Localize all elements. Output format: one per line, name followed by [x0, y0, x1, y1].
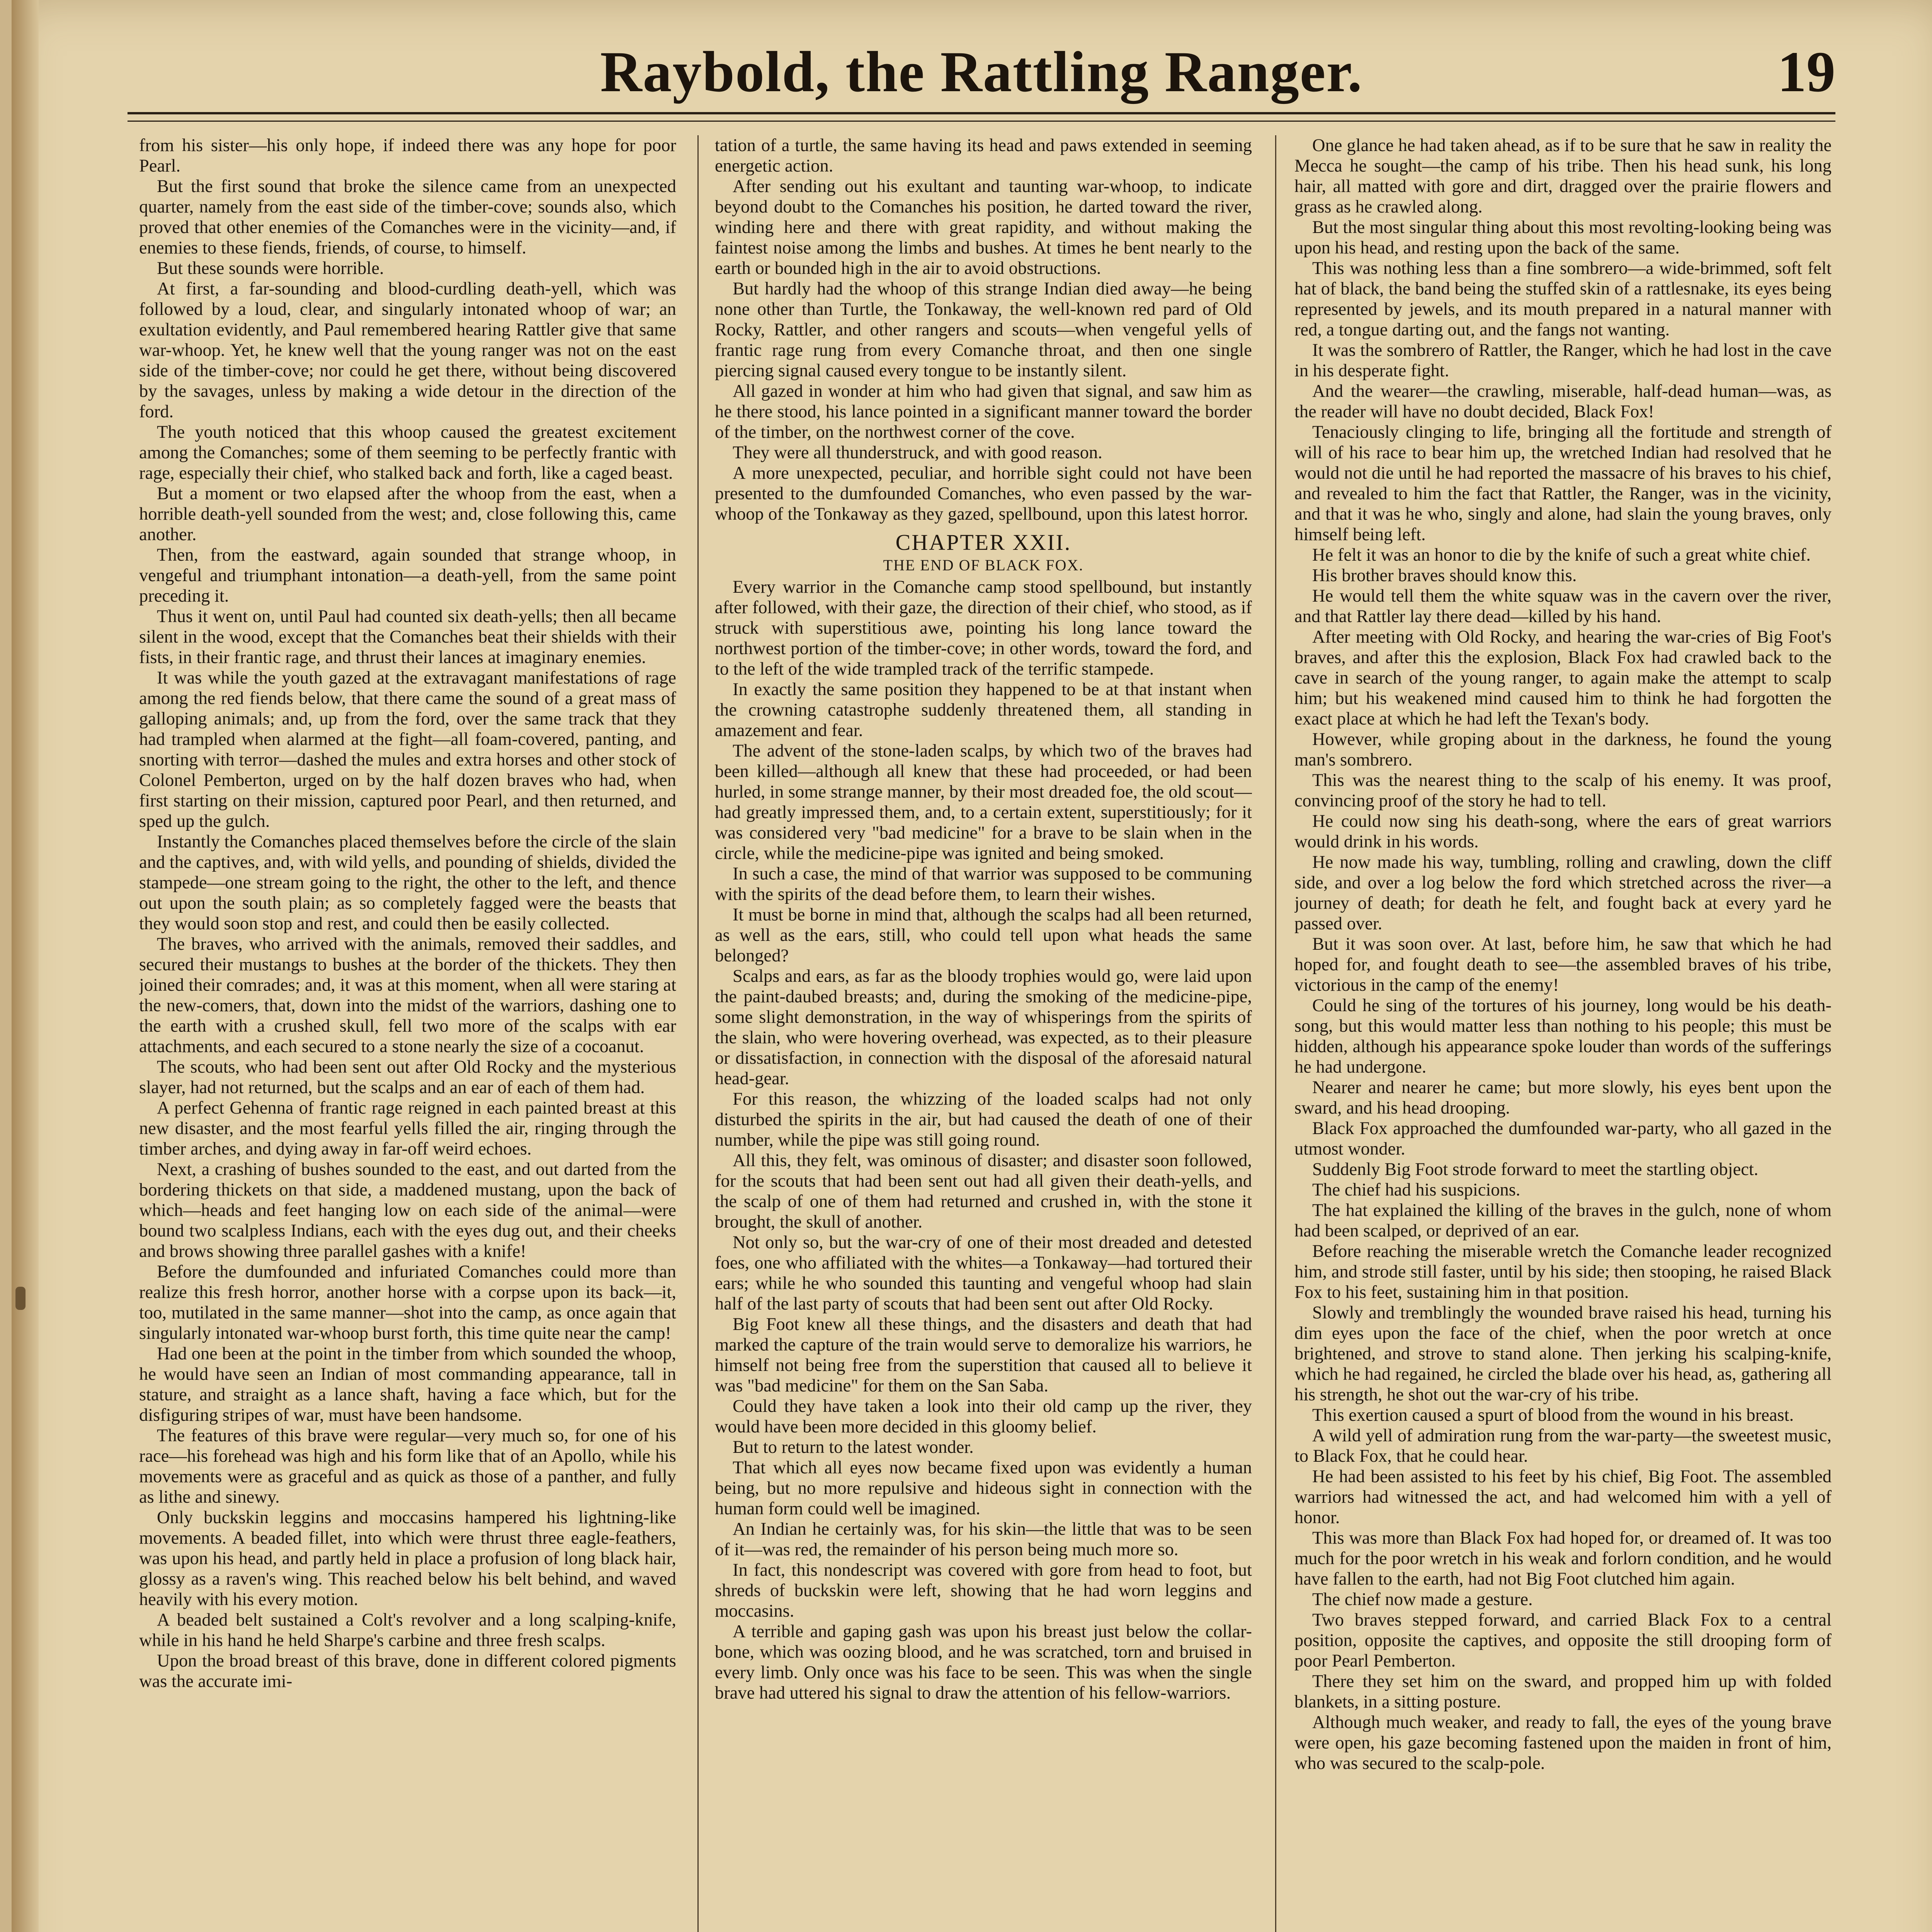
article-columns — [139, 135, 1832, 1932]
column-3 — [1294, 135, 1832, 1932]
paragraph: At first, a far-sounding and blood-curdling death-yell, which was followed by a loud, clear, and singularly intonated whoop of war; an exultation evidently, and Paul remembered hearing Rattler give that same war-whoop. Yet, he knew well that the young ranger was not on the east side of the timber-cove; nor could he get there, without being discovered by the savages, unless by making a wide detour in the direction of the ford. — [139, 279, 676, 422]
column-1 — [139, 135, 676, 1932]
binding-hole — [15, 1287, 26, 1310]
paragraph: Could he sing of the tortures of his journey, long would be his death-song, but this would matter less than nothing to his people; this must be hidden, although his appearance spoke louder than words of the sufferings he had undergone. — [1294, 996, 1832, 1077]
paragraph: The braves, who arrived with the animals, removed their saddles, and secured their mustangs to bushes at the border of the thickets. They then joined their comrades; and, it was at this moment, when all were staring at the new-comers, that, down into the midst of the warriors, dashing one to the earth with a crushed skull, fell two more of the scalps with ear attachments, and each secured to a stone nearly the size of a cocoanut. — [139, 934, 676, 1056]
paragraph: The features of this brave were regular—very much so, for one of his race—his forehead was high and his form like that of an Apollo, while his movements were as graceful and as quick as those of a panther, and fully as lithe and sinewy. — [139, 1426, 676, 1507]
paragraph: That which all eyes now became fixed upon was evidently a human being, but no more repulsive and hideous sight in connection with the human form could well be imagined. — [715, 1458, 1252, 1519]
paragraph: He now made his way, tumbling, rolling and crawling, down the cliff side, and over a log below the ford which stretched across the river—a journey of death; for death he felt, and fought back at every yard he passed over. — [1294, 852, 1832, 934]
header-rule-thin — [128, 121, 1835, 122]
paragraph: After meeting with Old Rocky, and hearing the war-cries of Big Foot's braves, and after this the explosion, Black Fox had crawled back to the cave in search of the young ranger, to again make the attempt to scalp him; but his weakened mind caused him to think he had forgotten the exact place at which he had left the Texan's body. — [1294, 627, 1832, 729]
paragraph: Before the dumfounded and infuriated Comanches could more than realize this fresh horror, another horse with a corpse upon its back—it, too, mutilated in the same manner—shot into the camp, as once again that singularly intonated war-whoop burst forth, this time quite near the camp! — [139, 1262, 676, 1343]
paragraph: An Indian he certainly was, for his skin—the little that was to be seen of it—was red, the remainder of his person being much more so. — [715, 1519, 1252, 1560]
paragraph: There they set him on the sward, and propped him up with folded blankets, in a sitting posture. — [1294, 1672, 1832, 1712]
paragraph: Suddenly Big Foot strode forward to meet the startling object. — [1312, 1160, 1759, 1179]
paragraph: Only buckskin leggins and moccasins hampered his lightning-like movements. A beaded fillet, into which were thrust three eagle-feathers, was upon his head, and partly held in place a profusion of long black hair, glossy as a raven's wing. This reached below his belt behind, and waved heavily with his every motion. — [139, 1508, 676, 1609]
paragraph: Had one been at the point in the timber from which sounded the whoop, he would have seen an Indian of most commanding appearance, tall in stature, and straight as a lance shaft, having a face which, but for the disfiguring stripes of war, must have been handsome. — [139, 1344, 676, 1425]
paragraph: And the wearer—the crawling, miserable, half-dead human—was, as the reader will have no doubt decided, Black Fox! — [1294, 381, 1832, 422]
paragraph: He felt it was an honor to die by the knife of such a great white chief. — [1312, 545, 1811, 565]
paragraph: The advent of the stone-laden scalps, by which two of the braves had been killed—although all knew that these had proceeded, or had been hurled, in some strange manner, by their most dreaded foe, the old scout—had greatly impressed them, and, to a certain extent, superstitiously; for it was considered very "bad medicine" for a brave to be slain when in the circle, while the medicine-pipe was ignited and being smoked. — [715, 741, 1252, 863]
paragraph: In fact, this nondescript was covered with gore from head to foot, but shreds of buckskin were left, showing that he had worn leggins and moccasins. — [715, 1560, 1252, 1621]
paragraph: In such a case, the mind of that warrior was supposed to be communing with the spirits of the dead before them, to learn their wishes. — [715, 864, 1252, 904]
paragraph: But a moment or two elapsed after the whoop from the east, when a horrible death-yell sounded from the west; and, close following this, came another. — [139, 484, 676, 544]
header-rule — [128, 112, 1835, 114]
column-2 — [715, 135, 1252, 1932]
paragraph: They were all thunderstruck, and with good reason. — [733, 443, 1102, 463]
column-2-bottom — [715, 577, 1252, 1703]
paragraph: Big Foot knew all these things, and the disasters and death that had marked the capture of the train would serve to demoralize his warriors, he himself not being free from the superstition that caused all to believe it was "bad medicine" for them on the San Saba. — [715, 1315, 1252, 1396]
paragraph: The scouts, who had been sent out after Old Rocky and the mysterious slayer, had not returned, but the scalps and an ear of each of them had. — [139, 1057, 676, 1097]
paragraph: Slowly and tremblingly the wounded brave raised his head, turning his dim eyes upon the face of the chief, when the poor wretch at once brightened, and strove to stand alone. Then jerking his scalping-knife, which he had regained, he circled the blade over his head, as, gathering all his strength, he shot out the war-cry of his tribe. — [1294, 1303, 1832, 1405]
paragraph: But the first sound that broke the silence came from an unexpected quarter, namely from the east side of the timber-cove; sounds also, which proved that other enemies of the Comanches were in the vicinity—and, if enemies to these fiends, friends, of course, to himself. — [139, 177, 676, 258]
paragraph: A terrible and gaping gash was upon his breast just below the collar-bone, which was oozing blood, and he was scratched, torn and bruised in every limb. Only once was his face to be seen. This was when the single brave had uttered his signal to draw the attention of his fellow-warriors. — [715, 1622, 1252, 1703]
paragraph: But hardly had the whoop of this strange Indian died away—he being none other than Turtle, the Tonkaway, the well-known red pard of Old Rocky, Rattler, and other rangers and scouts—when vengeful yells of frantic rage rung from every Comanche throat, and then one single piercing signal caused every tongue to be instantly silent. — [715, 279, 1252, 381]
page-binding-edge — [12, 0, 39, 1932]
paragraph: Every warrior in the Comanche camp stood spellbound, but instantly after followed, with their gaze, the direction of their chief, who stood, as if struck with superstitious awe, pointing his long lance toward the northwest portion of the timber-cove; in other words, toward the ford, and to the left of the wide trampled track of the terrific stampede. — [715, 577, 1252, 679]
paragraph: Thus it went on, until Paul had counted six death-yells; then all became silent in the wood, except that the Comanches beat their shields with their fists, in their frantic rage, and thrust their lances at imaginary enemies. — [139, 607, 676, 667]
paragraph: Nearer and nearer he came; but more slowly, his eyes bent upon the sward, and his head drooping. — [1294, 1078, 1832, 1118]
paragraph: But it was soon over. At last, before him, he saw that which he had hoped for, and fought death to see—the assembled braves of his tribe, victorious in the camp of the enemy! — [1294, 934, 1832, 995]
paragraph: Could they have taken a look into their old camp up the river, they would have been more decided in this gloomy belief. — [715, 1396, 1252, 1437]
paragraph: It was the sombrero of Rattler, the Ranger, which he had lost in the cave in his desperate fight. — [1294, 340, 1832, 381]
paragraph: He could now sing his death-song, where the ears of great warriors would drink in his words. — [1294, 811, 1832, 852]
paragraph: The hat explained the killing of the braves in the gulch, none of whom had been scalped, or deprived of an ear. — [1294, 1201, 1832, 1241]
paragraph: It must be borne in mind that, although the scalps had all been returned, as well as the ears, still, who could tell upon what heads the same belonged? — [715, 905, 1252, 966]
paragraph: A more unexpected, peculiar, and horrible sight could not have been presented to the dumfounded Comanches, who even passed by the war-whoop of the Tonkaway as they gazed, spellbound, upon this latest horror. — [715, 463, 1252, 524]
paragraph: This exertion caused a spurt of blood from the wound in his breast. — [1312, 1405, 1794, 1425]
paragraph: Then, from the eastward, again sounded that strange whoop, in vengeful and triumphant intonation—a death-yell, from the same point preceding it. — [139, 545, 676, 606]
paragraph: tation of a turtle, the same having its head and paws extended in seeming energetic action. — [715, 136, 1252, 176]
paragraph: His brother braves should know this. — [1312, 566, 1577, 585]
chapter-number: CHAPTER XXII. — [895, 530, 1071, 555]
paragraph: A perfect Gehenna of frantic rage reigned in each painted breast at this new disaster, and the most fearful yells filled the air, ringing through the timber arches, and dying away in far-off weird echoes. — [139, 1098, 676, 1159]
paragraph: This was the nearest thing to the scalp of his enemy. It was proof, convincing proof of the story he had to tell. — [1294, 770, 1832, 811]
paragraph: from his sister—his only hope, if indeed there was any hope for poor Pearl. — [139, 136, 676, 176]
paragraph: This was more than Black Fox had hoped for, or dreamed of. It was too much for the poor wretch in his weak and forlorn condition, and he would have fallen to the earth, had not Big Foot clutched him again. — [1294, 1528, 1832, 1589]
paragraph: After sending out his exultant and taunting war-whoop, to indicate beyond doubt to the Comanches his position, he darted toward the river, winding here and there with great rapidity, and without making the faintest noise among the limbs and bushes. At times he bent nearly to the earth or bounded high in the air to avoid obstructions. — [715, 177, 1252, 278]
paragraph: Next, a crashing of bushes sounded to the east, and out darted from the bordering thickets on that side, a maddened mustang, upon the back of which—heads and feet hanging low on each side of the animal—were bound two scalpless Indians, each with the eyes dug out, and their cheeks and brows showing three parallel gashes with a knife! — [139, 1160, 676, 1261]
paragraph: Tenaciously clinging to life, bringing all the fortitude and strength of will of his race to bear him up, the wretched Indian had resolved that he would not die until he had reported the massacre of his braves to his chief, and revealed to him the fact that Rattler, the Ranger, was in the vicinity, and that it was he who, singly and alone, had slain the young braves, only himself being left. — [1294, 422, 1832, 544]
paragraph: In exactly the same position they happened to be at that instant when the crowning catastrophe suddenly threatened them, all standing in amazement and fear. — [715, 680, 1252, 740]
paragraph: The chief had his suspicions. — [1312, 1180, 1520, 1200]
chapter-heading — [715, 530, 1252, 575]
paragraph: Black Fox approached the dumfounded war-party, who all gazed in the utmost wonder. — [1294, 1119, 1832, 1159]
newspaper-page — [12, 0, 1932, 1932]
paragraph: A beaded belt sustained a Colt's revolver and a long scalping-knife, while in his hand he held Sharpe's carbine and three fresh scalps. — [139, 1610, 676, 1650]
paragraph: But the most singular thing about this most revolting-looking being was upon his head, and resting upon the back of the same. — [1294, 218, 1832, 258]
paragraph: This was nothing less than a fine sombrero—a wide-brimmed, soft felt hat of black, the band being the stuffed skin of a rattlesnake, its eyes being represented by jewels, and its mouth prepared in a natural manner with red, a tongue darting out, and the fangs not wanting. — [1294, 259, 1832, 340]
paragraph: He had been assisted to his feet by his chief, Big Foot. The assembled warriors had witnessed the act, and had welcomed him with a yell of honor. — [1294, 1467, 1832, 1527]
chapter-title: THE END OF BLACK FOX. — [883, 556, 1084, 574]
paragraph: It was while the youth gazed at the extravagant manifestations of rage among the red fiends below, that there came the sound of a great mass of galloping animals; and, up from the ford, over the same track that they had trampled when alarmed at the fight—all foam-covered, panting, and snorting with terror—dashed the mules and extra horses and other stock of Colonel Pemberton, urged on by the half dozen braves who had, when first starting on their mission, captured poor Pearl, and then returned, and sped up the gulch. — [139, 668, 676, 831]
paragraph: Not only so, but the war-cry of one of their most dreaded and detested foes, one who affiliated with the whites—a Tonkaway—had tortured their ears; while he who sounded this taunting and vengeful whoop had slain half of the last party of scouts that had been sent out after Old Rocky. — [715, 1233, 1252, 1314]
column-2-top — [715, 135, 1252, 524]
paragraph: Scalps and ears, as far as the bloody trophies would go, were laid upon the paint-daubed breasts; and, during the smoking of the medicine-pipe, some slight demonstration, in the way of whisperings from the spirits of the slain, who were hovering overhead, was expected, as to their pleasure or dissatisfaction, in connection with the disposal of the aforesaid natural head-gear. — [715, 966, 1252, 1088]
paragraph: But these sounds were horrible. — [157, 259, 384, 278]
paragraph: He would tell them the white squaw was in the cavern over the river, and that Rattler lay there dead—killed by his hand. — [1294, 586, 1832, 626]
paragraph: Upon the broad breast of this brave, done in different colored pigments was the accurate imi- — [139, 1651, 676, 1691]
paragraph: The chief now made a gesture. — [1312, 1590, 1533, 1609]
paragraph: However, while groping about in the darkness, he found the young man's sombrero. — [1294, 730, 1832, 770]
running-title: Raybold, the Rattling Ranger. — [600, 40, 1363, 104]
paragraph: One glance he had taken ahead, as if to be sure that he saw in reality the Mecca he sought—the camp of his tribe. Then his head sunk, his long hair, all matted with gore and dirt, dragged over the prairie flowers and grass as he crawled along. — [1294, 136, 1832, 217]
paragraph: Before reaching the miserable wretch the Comanche leader recognized him, and strode still faster, until by his side; then stooping, he raised Black Fox to his feet, sustaining him in that position. — [1294, 1242, 1832, 1302]
paragraph: For this reason, the whizzing of the loaded scalps had not only disturbed the spirits in the air, but had caused the death of one of their number, while the pipe was still going round. — [715, 1089, 1252, 1150]
paragraph: Instantly the Comanches placed themselves before the circle of the slain and the captives, and, with wild yells, and pounding of shields, divided the stampede—one stream going to the right, the other to the left, and thence out upon the south plain; as so completely fagged were the beasts that they would soon stop and rest, and could then be easily collected. — [139, 832, 676, 934]
page-header — [128, 31, 1835, 116]
paragraph: The youth noticed that this whoop caused the greatest excitement among the Comanches; some of them seeming to be perfectly frantic with rage, especially their chief, who stalked back and forth, like a caged beast. — [139, 422, 676, 483]
paragraph: All gazed in wonder at him who had given that signal, and saw him as he there stood, his lance pointed in a significant manner toward the border of the timber, on the northwest corner of the cove. — [715, 381, 1252, 442]
paragraph: Although much weaker, and ready to fall, the eyes of the young brave were open, his gaze becoming fastened upon the maiden in front of him, who was secured to the scalp-pole. — [1294, 1713, 1832, 1773]
paragraph: A wild yell of admiration rung from the war-party—the sweetest music, to Black Fox, that he could hear. — [1294, 1426, 1832, 1466]
paragraph: But to return to the latest wonder. — [733, 1437, 974, 1457]
paragraph: Two braves stepped forward, and carried Black Fox to a central position, opposite the captives, and opposite the still drooping form of poor Pearl Pemberton. — [1294, 1610, 1832, 1671]
page-number: 19 — [1777, 40, 1835, 104]
paragraph: All this, they felt, was ominous of disaster; and disaster soon followed, for the scouts that had been sent out had all given their death-yells, and the scalp of one of them had returned and crushed in, with the stone it brought, the skull of another. — [715, 1151, 1252, 1232]
